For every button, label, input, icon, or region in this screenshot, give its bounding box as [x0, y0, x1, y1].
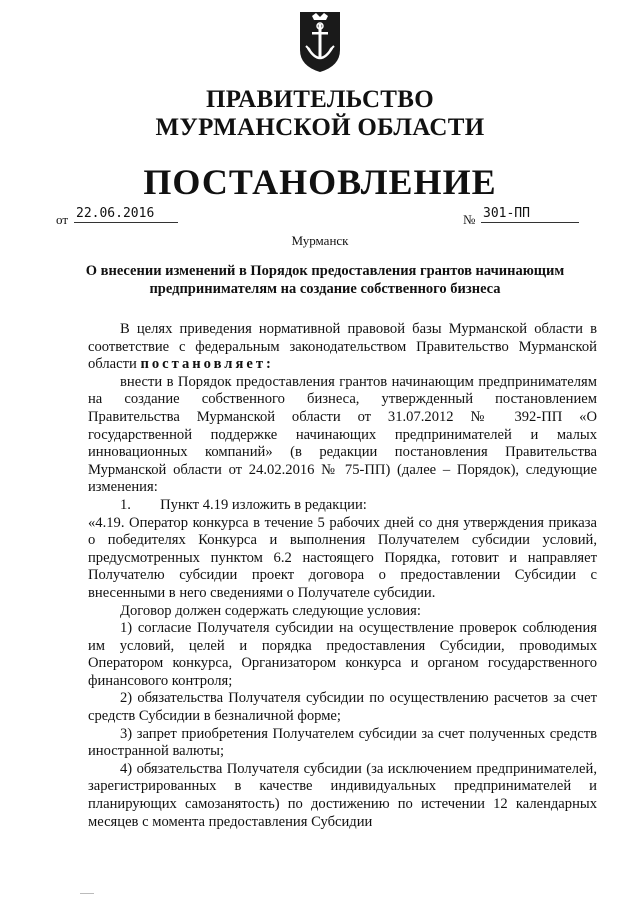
- margin-mark: [80, 893, 94, 894]
- body-paragraph: 2) обязательства Получателя субсидии по осуществлению расчетов за счет средств Субсидии в безналичной форме;: [88, 690, 597, 725]
- document-number: 301-ПП: [481, 205, 579, 223]
- coat-of-arms-icon: [298, 10, 342, 74]
- document-type-title: ПОСТАНОВЛЕНИЕ: [143, 162, 497, 202]
- body-paragraph: «4.19. Оператор конкурса в течение 5 рабочих дней со дня утверждения приказа о победителях Конкурса и выполнения Получателем субсидии условий, предусмотренных пунктом 6.2 настоящего Порядка, готовит и направляет Получателю субсидии проект договора о предоставлении Субсидии с внесенными в него сведениями о Получателе субсидии.: [88, 514, 597, 601]
- document-subject: О внесении изменений в Порядок предоставления грантов начинающим предпринимателям на создание собственного бизнеса: [85, 263, 565, 297]
- body-paragraph: 1) согласие Получателя субсидии на осуществление проверок соблюдения им условий, целей и порядка предоставления Субсидии, проводимых Оператором конкурса, Организатором конкурса и органом государственного финансового контроля;: [88, 620, 597, 689]
- body-paragraph: 1. Пункт 4.19 изложить в редакции:: [120, 496, 367, 513]
- org-title-line1: ПРАВИТЕЛЬСТВО: [206, 86, 434, 113]
- org-title-line2: МУРМАНСКОЙ ОБЛАСТИ: [155, 114, 485, 141]
- city-name: Мурманск: [291, 233, 349, 248]
- body-paragraph: [88, 321, 597, 374]
- body-paragraph: внести в Порядок предоставления грантов начинающим предпринимателям на создание собственного бизнеса, утвержденный постановлением Правительства Мурманской области от 31.07.2012 № 392-ПП «О государственной поддержке начинающих предпринимателей и малых инновационных компаний» (в редакции постановления Правительства Мурманской области от 24.02.2016 № 75-ПП) (далее – Порядок), следующие изменения:: [88, 373, 597, 496]
- preamble-text: В целях приведения нормативной правовой базы Мурманской области в соответствие с федеральным законодательством Правительство Мурманской области: [88, 321, 597, 373]
- number-prefix: №: [463, 212, 476, 227]
- body-paragraph: Договор должен содержать следующие условия:: [120, 602, 421, 619]
- body-paragraph: 4) обязательства Получателя субсидии (за исключением предпринимателей, зарегистрированных в качестве индивидуальных предпринимателей и планирующих самозанятость) по достижению по истечении 12 календарных месяцев с момента предоставления Субсидии: [88, 760, 597, 830]
- date-prefix: от: [56, 212, 69, 227]
- document-date: 22.06.2016: [74, 205, 178, 223]
- body-paragraph: 3) запрет приобретения Получателем субсидии за счет полученных средств иностранной валюты;: [88, 725, 597, 760]
- document-body: [88, 321, 597, 831]
- resolves-word: постановляет:: [140, 356, 274, 373]
